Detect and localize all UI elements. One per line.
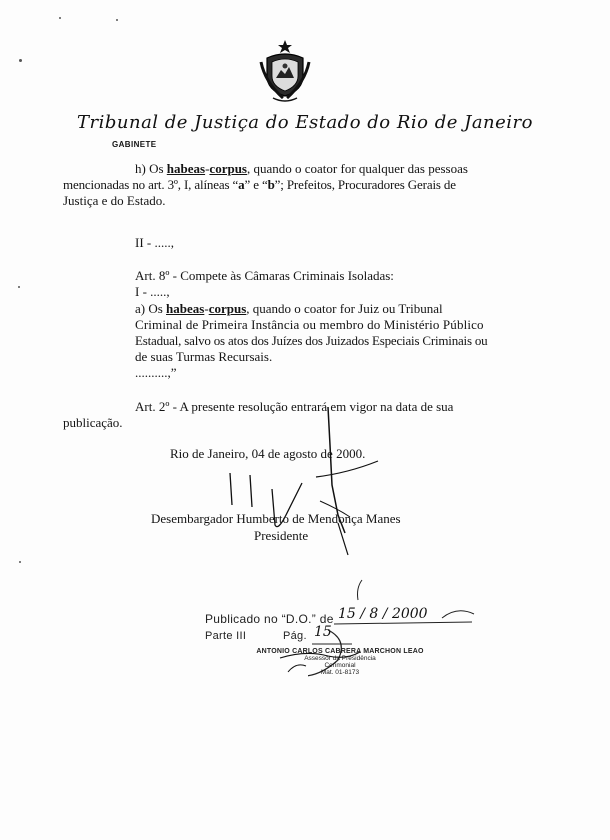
institution-title: Tribunal de Justiça do Estado do Rio de Janeiro <box>77 112 533 133</box>
a-prefix: a) Os <box>135 301 167 316</box>
h-line2-c: ”; Prefeitos, Procuradores Gerais de <box>274 177 456 192</box>
h-line3: Justiça e do Estado. <box>63 193 166 208</box>
a-line1-rest: , quando o coator for Juiz ou Tribunal <box>246 301 443 316</box>
scan-speck <box>19 59 22 62</box>
alinea-a: a <box>238 177 245 192</box>
art2-line1: Art. 2º - A presente resolução entrará em vigor na data de sua <box>135 399 454 414</box>
habeas-term: habeas <box>166 161 206 176</box>
place-date: Rio de Janeiro, 04 de agosto de 2000. <box>170 446 366 461</box>
paragraph-h <box>63 161 506 209</box>
assessor-mat: Mat. 01-8173 <box>320 669 360 676</box>
pag-label: Pág. <box>283 630 307 642</box>
h-prefix: h) Os <box>135 161 167 176</box>
assessor-signature <box>276 644 366 684</box>
a-line4: de suas Turmas Recursais. <box>135 349 273 364</box>
scan-speck <box>59 17 61 19</box>
term-dash: - <box>205 161 210 176</box>
signatory-name: Desembargador Humberto de Mendonça Manes <box>151 511 401 526</box>
habeas-term: habeas <box>166 301 205 316</box>
pag-value: 15 <box>314 624 332 640</box>
department-label: GABINETE <box>112 140 157 149</box>
item-ii: II - ....., <box>135 235 174 250</box>
h-line2-b: ” e “ <box>244 177 268 192</box>
publicado-date: 15 / 8 / 2000 <box>338 606 428 622</box>
term-dash: - <box>204 301 209 316</box>
art8-title: Art. 8º - Compete às Câmaras Criminais Isoladas: <box>135 268 394 283</box>
assessor-role: Assessor da Presidência <box>304 655 376 662</box>
paragraph-a <box>135 301 506 381</box>
coat-of-arms-icon <box>259 38 311 104</box>
scan-speck <box>19 561 21 563</box>
h-line2-a: mencionadas no art. 3º, I, alíneas “ <box>63 177 239 192</box>
a-line3: Estadual, salvo os atos dos Juízes dos Juizados Especiais Criminais ou <box>135 333 488 348</box>
scan-speck <box>18 286 20 288</box>
assessor-name: ANTONIO CARLOS CABRERA MARCHON LEAO <box>256 648 424 655</box>
pen-mark <box>352 578 366 602</box>
h-line1-rest: , quando o coator for qualquer das pessoas <box>246 161 468 176</box>
a-dots: ..........,” <box>135 365 177 380</box>
publicado-label: Publicado no “D.O.” de <box>205 612 334 626</box>
signatory-title: Presidente <box>254 528 309 543</box>
parte-label: Parte III <box>205 630 247 642</box>
corpus-term: corpus <box>209 161 247 176</box>
art2-line2: publicação. <box>63 415 123 430</box>
alinea-b: b <box>267 177 275 192</box>
assessor-dept: Cerimonial <box>324 662 356 669</box>
scan-speck <box>116 19 118 21</box>
corpus-term: corpus <box>208 301 247 316</box>
a-line2: Criminal de Primeira Instância ou membro do Ministério Público <box>135 317 484 332</box>
art8-item-i: I - ....., <box>135 284 170 299</box>
